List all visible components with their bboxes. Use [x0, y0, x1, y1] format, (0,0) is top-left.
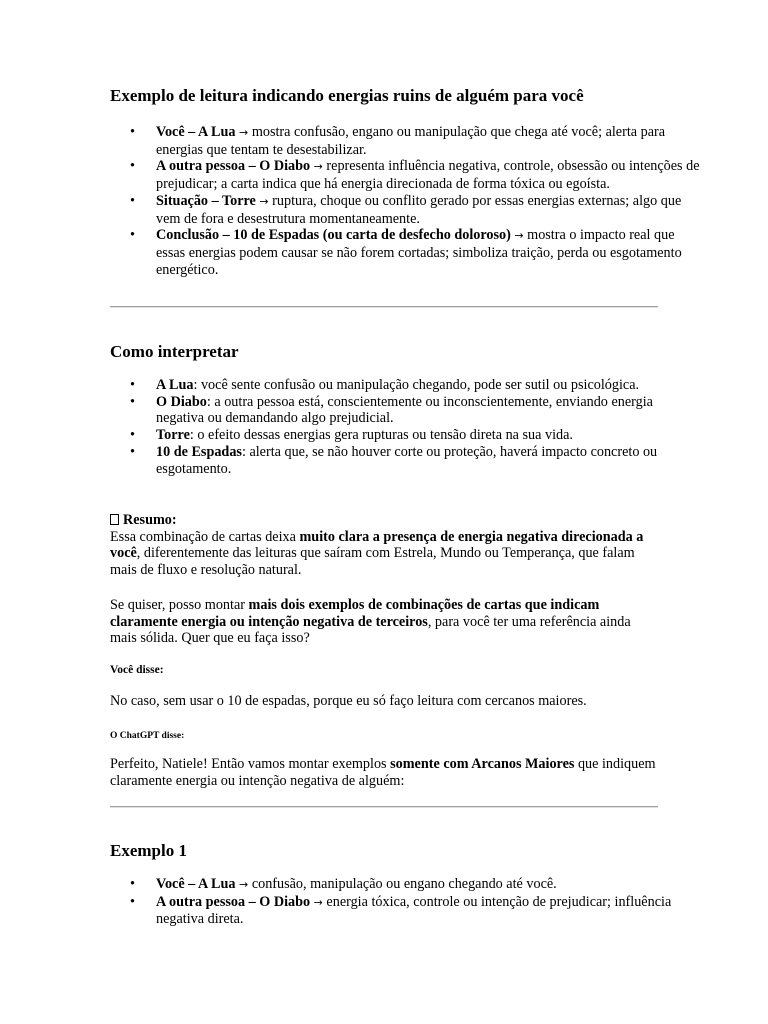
section-title: Como interpretar [110, 342, 239, 361]
card-term: Você – A Lua [156, 876, 236, 892]
reply-paragraph [110, 756, 658, 789]
example-list [110, 876, 704, 928]
list-item [156, 193, 704, 227]
arrow-icon: → [239, 126, 249, 139]
item-text: : o efeito dessas energias gera rupturas ou tensão direta na sua vida. [189, 427, 573, 444]
list-item [156, 394, 704, 427]
item-text: mostra confusão, engano ou manipulação que chega até você; alerta para energias que tentam te desestabilizar. [156, 124, 666, 158]
reply-bold: somente com Arcanos Maiores [390, 756, 575, 772]
resumo-paragraph [110, 512, 658, 579]
resumo-bold: muito clara a presença de energia negativa direcionada a você [110, 528, 644, 562]
user-label: Você disse: [110, 664, 164, 676]
reply-text: Perfeito, Natiele! Então vamos montar exemplos [110, 756, 391, 772]
arrow-icon: → [514, 229, 524, 243]
resumo-text: Essa combinação de cartas deixa [110, 528, 300, 545]
reading-list [110, 124, 704, 278]
card-term: 10 de Espadas [156, 443, 242, 460]
arrow-icon: → [259, 194, 269, 208]
divider [110, 306, 658, 308]
assistant-label: O ChatGPT disse: [110, 731, 185, 741]
item-text: confusão, manipulação ou engano chegando até você. [248, 876, 557, 892]
card-term: O Diabo [156, 393, 207, 410]
item-text: ruptura, choque ou conflito gerado por essas energias externas; algo que vem de fora e desestrutura momentaneamente. [156, 192, 682, 227]
item-text: : você sente confusão ou manipulação chegando, pode ser sutil ou psicológica. [193, 377, 640, 393]
reply-text: que indiquem claramente energia ou intenção negativa de alguém: [110, 756, 656, 789]
item-text: : alerta que, se não houver corte ou proteção, haverá impacto concreto ou esgotamento. [156, 443, 658, 477]
arrow-icon: → [313, 895, 323, 909]
item-text: energia tóxica, controle ou intenção de prejudicar; influência negativa direta. [156, 893, 672, 928]
list-item [156, 227, 704, 278]
card-term: Conclusão – 10 de Espadas (ou carta de desfecho doloroso) [156, 227, 511, 244]
offer-text: , para você ter uma referência ainda mais sólida. Quer que eu faça isso? [110, 613, 631, 647]
section-title: Exemplo 1 [110, 841, 187, 860]
divider [110, 806, 658, 808]
list-item [156, 444, 704, 477]
item-text: mostra o impacto real que essas energias podem causar se não forem cortadas; simboliza traição, perda ou esgotamento energético. [156, 227, 682, 278]
list-item [156, 158, 704, 192]
offer-paragraph [110, 597, 658, 647]
card-term: Situação – Torre [156, 192, 256, 209]
arrow-icon: → [313, 160, 323, 174]
arrow-icon: → [239, 878, 249, 891]
list-item [156, 894, 704, 928]
missing-glyph-icon [110, 514, 119, 525]
offer-text: Se quiser, posso montar [110, 597, 249, 613]
section-title: Exemplo de leitura indicando energias ruins de alguém para você [110, 86, 584, 105]
resumo-label: Resumo: [123, 512, 177, 528]
interpretation-list [110, 377, 704, 477]
list-item [156, 876, 704, 894]
offer-bold: mais dois exemplos de combinações de cartas que indicam claramente energia ou intenção negativa de terceiros [110, 597, 600, 630]
card-term: Torre [156, 427, 190, 444]
list-item [156, 377, 704, 394]
list-item [156, 124, 704, 158]
resumo-text: , diferentemente das leituras que saíram com Estrela, Mundo ou Temperança, que falam mais de fluxo e resolução natural. [110, 545, 635, 579]
user-message: No caso, sem usar o 10 de espadas, porque eu só faço leitura com cercanos maiores. [110, 693, 587, 709]
item-text: representa influência negativa, controle, obsessão ou intenções de prejudicar; a carta indica que há energia direcionada de forma tóxica ou egoísta. [156, 158, 700, 193]
item-text: : a outra pessoa está, conscientemente ou inconscientemente, enviando energia negativa ou demandando algo prejudicial. [156, 393, 653, 427]
card-term: A outra pessoa – O Diabo [156, 158, 311, 175]
list-item [156, 427, 704, 444]
card-term: A outra pessoa – O Diabo [156, 893, 311, 910]
card-term: Você – A Lua [156, 124, 236, 140]
card-term: A Lua [156, 377, 194, 393]
